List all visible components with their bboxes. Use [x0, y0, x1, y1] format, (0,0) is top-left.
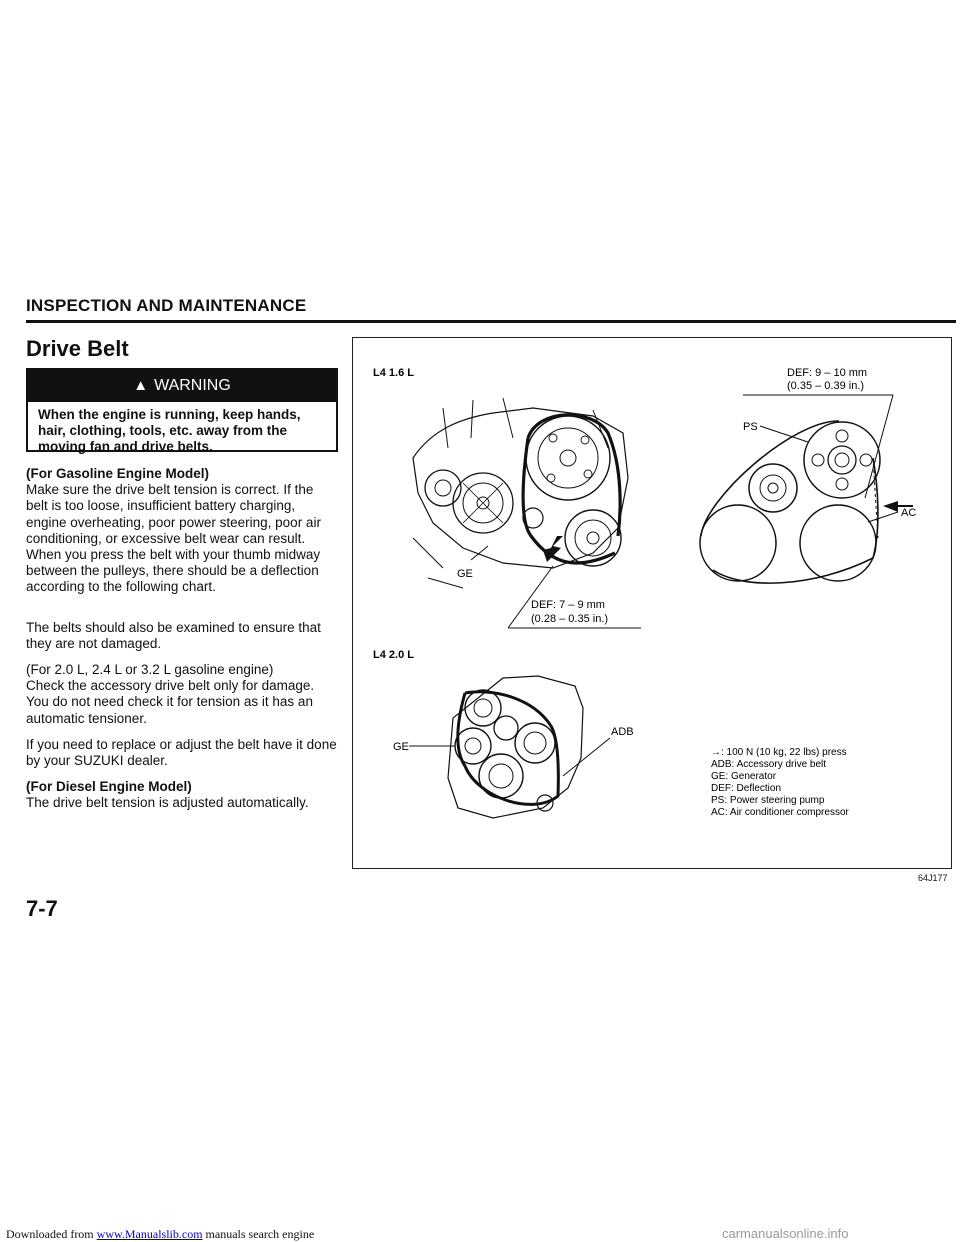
- ps-ac-belt-illustration: [700, 421, 880, 583]
- page-heading: Drive Belt: [26, 336, 129, 361]
- legend-item: DEF: Deflection: [711, 783, 782, 794]
- def-16-line1: DEF: 7 – 9 mm: [531, 599, 605, 611]
- header-rule: [26, 320, 956, 323]
- diesel-text: The drive belt tension is adjusted automatically.: [26, 795, 309, 811]
- legend-item: AC: Air conditioner compressor: [711, 807, 849, 818]
- gasoline-text: Make sure the drive belt tension is correct. If the belt is too loose, insufficient battery charging, engine overheating, poor power steering, poor air conditioning, or excessive belt wear can result. When you press the belt with your thumb midway between the pulleys, there should be a deflection according to the following chart.: [26, 482, 321, 595]
- drive-belt-diagram: [353, 338, 950, 867]
- footer-watermark: carmanualsonline.info: [722, 1226, 849, 1241]
- dealer-text: If you need to replace or adjust the belt have it done by your SUZUKI dealer.: [26, 737, 337, 769]
- ps-label: PS: [743, 421, 758, 433]
- press-arrow-ps-icon: [883, 501, 898, 512]
- ac-label: AC: [901, 507, 917, 519]
- section-title: INSPECTION AND MAINTENANCE: [26, 296, 307, 315]
- diesel-section: [26, 779, 338, 811]
- warning-text: When the engine is running, keep hands, hair, clothing, tools, etc. away from the moving fan and drive belts.: [38, 407, 301, 454]
- drive-belt-figure: [352, 337, 952, 869]
- legend-item: ADB: Accessory drive belt: [711, 759, 827, 770]
- adb-label: ADB: [611, 726, 634, 738]
- ge-label-16: GE: [457, 568, 473, 580]
- warning-header: [28, 370, 336, 402]
- engine-20-illustration: [448, 676, 583, 818]
- footer-manualslib-link[interactable]: www.Manualslib.com: [96, 1227, 203, 1241]
- page-number: 7-7: [26, 896, 58, 921]
- warning-label: WARNING: [154, 377, 231, 394]
- auto-tensioner-heading: (For 2.0 L, 2.4 L or 3.2 L gasoline engine): [26, 662, 274, 677]
- figure-code: 64J177: [918, 873, 948, 883]
- belts-text: The belts should also be examined to ensure that they are not damaged.: [26, 620, 321, 652]
- legend-item: →: 100 N (10 kg, 22 lbs) press: [711, 747, 847, 758]
- gasoline-heading: (For Gasoline Engine Model): [26, 466, 210, 481]
- gasoline-section: [26, 466, 338, 596]
- diesel-heading: (For Diesel Engine Model): [26, 779, 192, 794]
- footer-suffix: manuals search engine: [202, 1227, 315, 1241]
- engine-20-label: L4 2.0 L: [373, 649, 414, 661]
- engine-16-illustration: [413, 398, 628, 588]
- auto-tensioner-section: [26, 662, 338, 727]
- def-16-line2: (0.28 – 0.35 in.): [531, 613, 609, 625]
- legend-item: PS: Power steering pump: [711, 795, 825, 806]
- figure-legend: [711, 747, 850, 818]
- warning-box: [26, 368, 338, 452]
- def-ps-line2: (0.35 – 0.39 in.): [787, 380, 865, 392]
- ge-label-20: GE: [393, 741, 409, 753]
- engine-16-label: L4 1.6 L: [373, 367, 414, 379]
- auto-tensioner-text: Check the accessory drive belt only for damage. You do not need check it for tension as it has an automatic tensioner.: [26, 678, 315, 726]
- legend-item: GE: Generator: [711, 771, 777, 782]
- warning-triangle-icon: ▲: [133, 377, 149, 394]
- def-ps-line1: DEF: 9 – 10 mm: [787, 367, 868, 379]
- footer-prefix: Downloaded from: [6, 1227, 97, 1241]
- footer-download-note: [6, 1227, 314, 1242]
